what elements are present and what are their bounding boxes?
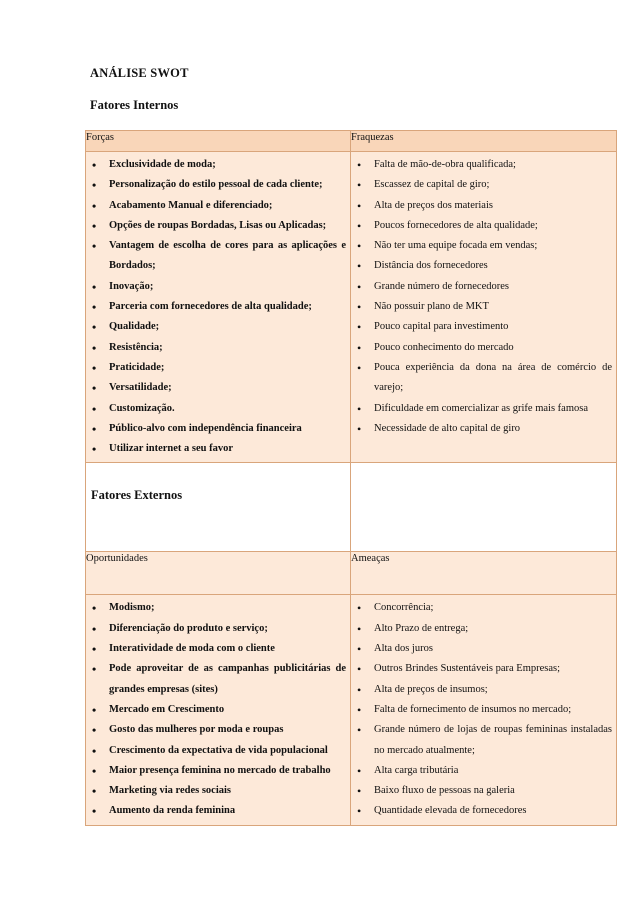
external-list-row (86, 595, 617, 825)
strengths-item: • Parceria com fornecedores de alta qualidade; (86, 297, 346, 317)
threats-item: • Grande número de lojas de roupas femininas instaladas no mercado atualmente; (351, 720, 612, 761)
page-title: ANÁLISE SWOT (90, 66, 189, 80)
threats-item: • Alta dos juros (351, 639, 612, 659)
strengths-item: • Utilizar internet a seu favor (86, 439, 346, 459)
threats-item: • Alto Prazo de entrega; (351, 619, 612, 639)
strengths-item: • Público-alvo com independência financeira (86, 419, 346, 439)
strengths-item: • Inovação; (86, 277, 346, 297)
weaknesses-item: • Distância dos fornecedores (351, 256, 612, 276)
opportunities-item: • Interatividade de moda com o cliente (86, 639, 346, 659)
strengths-cell (86, 152, 351, 463)
opportunities-cell (86, 595, 351, 825)
strengths-item: • Praticidade; (86, 358, 346, 378)
opportunities-item: • Modismo; (86, 598, 346, 618)
weaknesses-list (351, 152, 616, 442)
external-factors-row (86, 463, 617, 552)
swot-table (85, 130, 617, 826)
threats-item: • Alta de preços de insumos; (351, 680, 612, 700)
opportunities-header: Oportunidades (86, 553, 148, 565)
threats-item: • Falta de fornecimento de insumos no mercado; (351, 700, 612, 720)
weaknesses-item: • Grande número de fornecedores (351, 277, 612, 297)
opportunities-item: • Maior presença feminina no mercado de trabalho (86, 761, 346, 781)
external-factors-cell (86, 463, 351, 552)
internal-list-row (86, 152, 617, 463)
threats-item: • Outros Brindes Sustentáveis para Empresas; (351, 659, 612, 679)
weaknesses-item: • Falta de mão-de-obra qualificada; (351, 155, 612, 175)
weaknesses-item: • Alta de preços dos materiais (351, 196, 612, 216)
strengths-item: • Qualidade; (86, 317, 346, 337)
opportunities-item: • Mercado em Crescimento (86, 700, 346, 720)
opportunities-item: • Pode aproveitar de as campanhas publicitárias de grandes empresas (sites) (86, 659, 346, 700)
strengths-item: • Versatilidade; (86, 378, 346, 398)
strengths-item: • Opções de roupas Bordadas, Lisas ou Aplicadas; (86, 216, 346, 236)
external-header-row (86, 552, 617, 595)
opportunities-item: • Diferenciação do produto e serviço; (86, 619, 346, 639)
opportunities-list (86, 595, 350, 824)
strengths-item: • Vantagem de escolha de cores para as aplicações e Bordados; (86, 236, 346, 277)
internal-header-row (86, 131, 617, 152)
weaknesses-item: • Escassez de capital de giro; (351, 175, 612, 195)
strengths-item: • Personalização do estilo pessoal de cada cliente; (86, 175, 346, 195)
threats-item: • Quantidade elevada de fornecedores (351, 801, 612, 821)
threats-cell (351, 595, 617, 825)
threats-list (351, 595, 616, 824)
weaknesses-item: • Pouca experiência da dona na área de comércio de varejo; (351, 358, 612, 399)
strengths-item: • Resistência; (86, 338, 346, 358)
opportunities-header-cell (86, 552, 351, 595)
weaknesses-item: • Necessidade de alto capital de giro (351, 419, 612, 439)
opportunities-item: • Aumento da renda feminina (86, 801, 346, 821)
weaknesses-cell (351, 152, 617, 463)
external-factors-heading: Fatores Externos (91, 488, 183, 503)
external-empty-cell (351, 463, 617, 552)
internal-factors-heading: Fatores Internos (90, 98, 179, 112)
threats-item: • Concorrência; (351, 598, 612, 618)
weaknesses-item: • Pouco capital para investimento (351, 317, 612, 337)
threats-item: • Baixo fluxo de pessoas na galeria (351, 781, 612, 801)
threats-header: Ameaças (351, 553, 390, 565)
opportunities-item: • Crescimento da expectativa de vida populacional (86, 741, 346, 761)
weaknesses-item: • Pouco conhecimento do mercado (351, 338, 612, 358)
weaknesses-header: Fraquezas (351, 132, 394, 143)
weaknesses-item: • Não possuir plano de MKT (351, 297, 612, 317)
strengths-item: • Exclusividade de moda; (86, 155, 346, 175)
strengths-item: • Customização. (86, 399, 346, 419)
strengths-list (86, 152, 350, 462)
threats-header-cell (351, 552, 617, 595)
weaknesses-item: • Poucos fornecedores de alta qualidade; (351, 216, 612, 236)
threats-item: • Alta carga tributária (351, 761, 612, 781)
opportunities-item: • Marketing via redes sociais (86, 781, 346, 801)
weaknesses-item: • Não ter uma equipe focada em vendas; (351, 236, 612, 256)
weaknesses-item: • Dificuldade em comercializar as grife mais famosa (351, 399, 612, 419)
opportunities-item: • Gosto das mulheres por moda e roupas (86, 720, 346, 740)
weaknesses-header-cell (351, 131, 617, 152)
strengths-header: Forças (86, 132, 114, 143)
strengths-item: • Acabamento Manual e diferenciado; (86, 196, 346, 216)
strengths-header-cell (86, 131, 351, 152)
